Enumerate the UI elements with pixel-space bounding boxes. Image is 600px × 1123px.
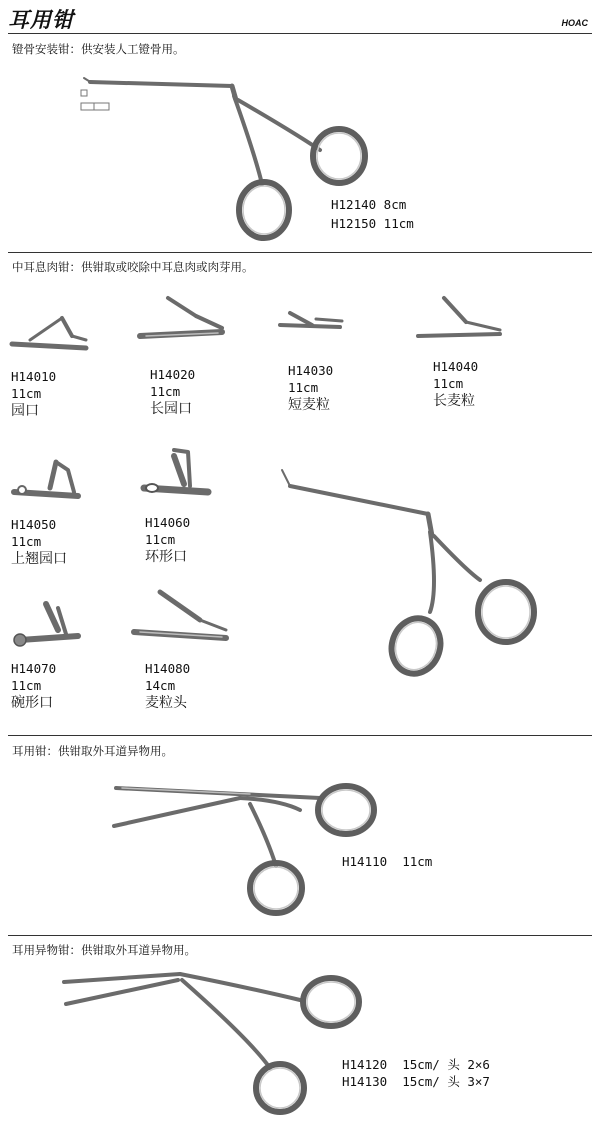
item-size-h14050: 11cm bbox=[11, 534, 42, 549]
item-code-h14030: H14030 bbox=[288, 363, 334, 378]
section-heading-stapes: 镫骨安装钳：供安装人工镫骨用。 bbox=[12, 42, 185, 56]
section-divider bbox=[8, 935, 592, 936]
item-size-h14070: 11cm bbox=[11, 678, 42, 693]
brand-logo-text: HOAC bbox=[561, 18, 588, 28]
item-code-h14020: H14020 bbox=[150, 367, 196, 382]
header-divider bbox=[8, 33, 592, 34]
item-code-h14080: H14080 bbox=[145, 661, 191, 676]
item-code-h14070: H14070 bbox=[11, 661, 57, 676]
tip-image-h14020 bbox=[138, 292, 228, 352]
item-name-h14050: 上翘园口 bbox=[11, 551, 67, 567]
item-code-h14050: H14050 bbox=[11, 517, 57, 532]
ear-forceps-image bbox=[100, 770, 400, 930]
section-heading-foreign-body: 耳用异物钳：供钳取外耳道异物用。 bbox=[12, 943, 196, 957]
foreign-body-code-2: H14130 15cm/ 头 3×7 bbox=[342, 1074, 490, 1089]
tip-image-h14070 bbox=[10, 594, 82, 654]
foreign-body-code-1: H14120 15cm/ 头 2×6 bbox=[342, 1057, 490, 1072]
stapes-forceps-image bbox=[0, 60, 600, 250]
item-code-h14010: H14010 bbox=[11, 369, 57, 384]
item-size-h14060: 11cm bbox=[145, 532, 176, 547]
polyp-forceps-image bbox=[270, 460, 570, 690]
item-name-h14040: 长麦粒 bbox=[433, 393, 475, 409]
ear-forceps-code: H14110 11cm bbox=[342, 854, 433, 869]
tip-image-h14010 bbox=[10, 300, 90, 360]
item-name-h14030: 短麦粒 bbox=[288, 397, 330, 413]
tip-image-h14060 bbox=[134, 446, 214, 506]
tip-image-h14050 bbox=[10, 452, 82, 510]
section-divider bbox=[8, 735, 592, 736]
item-name-h14070: 碗形口 bbox=[11, 695, 53, 711]
section-heading-polyp: 中耳息肉钳：供钳取或咬除中耳息肉或肉芽用。 bbox=[12, 260, 254, 274]
item-code-h14060: H14060 bbox=[145, 515, 191, 530]
tip-image-h14030 bbox=[276, 305, 346, 345]
item-name-h14010: 园口 bbox=[11, 403, 39, 419]
item-size-h14040: 11cm bbox=[433, 376, 464, 391]
section-divider bbox=[8, 252, 592, 253]
item-size-h14020: 11cm bbox=[150, 384, 181, 399]
stapes-code-1: H12140 8cm bbox=[331, 197, 407, 212]
item-name-h14020: 长园口 bbox=[150, 401, 192, 417]
tip-image-h14040 bbox=[416, 294, 506, 346]
section-heading-ear-forceps: 耳用钳：供钳取外耳道异物用。 bbox=[12, 744, 173, 758]
item-size-h14030: 11cm bbox=[288, 380, 319, 395]
item-code-h14040: H14040 bbox=[433, 359, 479, 374]
item-name-h14080: 麦粒头 bbox=[145, 695, 187, 711]
item-size-h14080: 14cm bbox=[145, 678, 176, 693]
tip-image-h14080 bbox=[130, 586, 230, 648]
stapes-code-2: H12150 11cm bbox=[331, 216, 414, 231]
item-name-h14060: 环形口 bbox=[145, 549, 187, 565]
foreign-body-forceps-image bbox=[50, 960, 390, 1120]
item-size-h14010: 11cm bbox=[11, 386, 42, 401]
page-title: 耳用钳 bbox=[8, 8, 74, 32]
